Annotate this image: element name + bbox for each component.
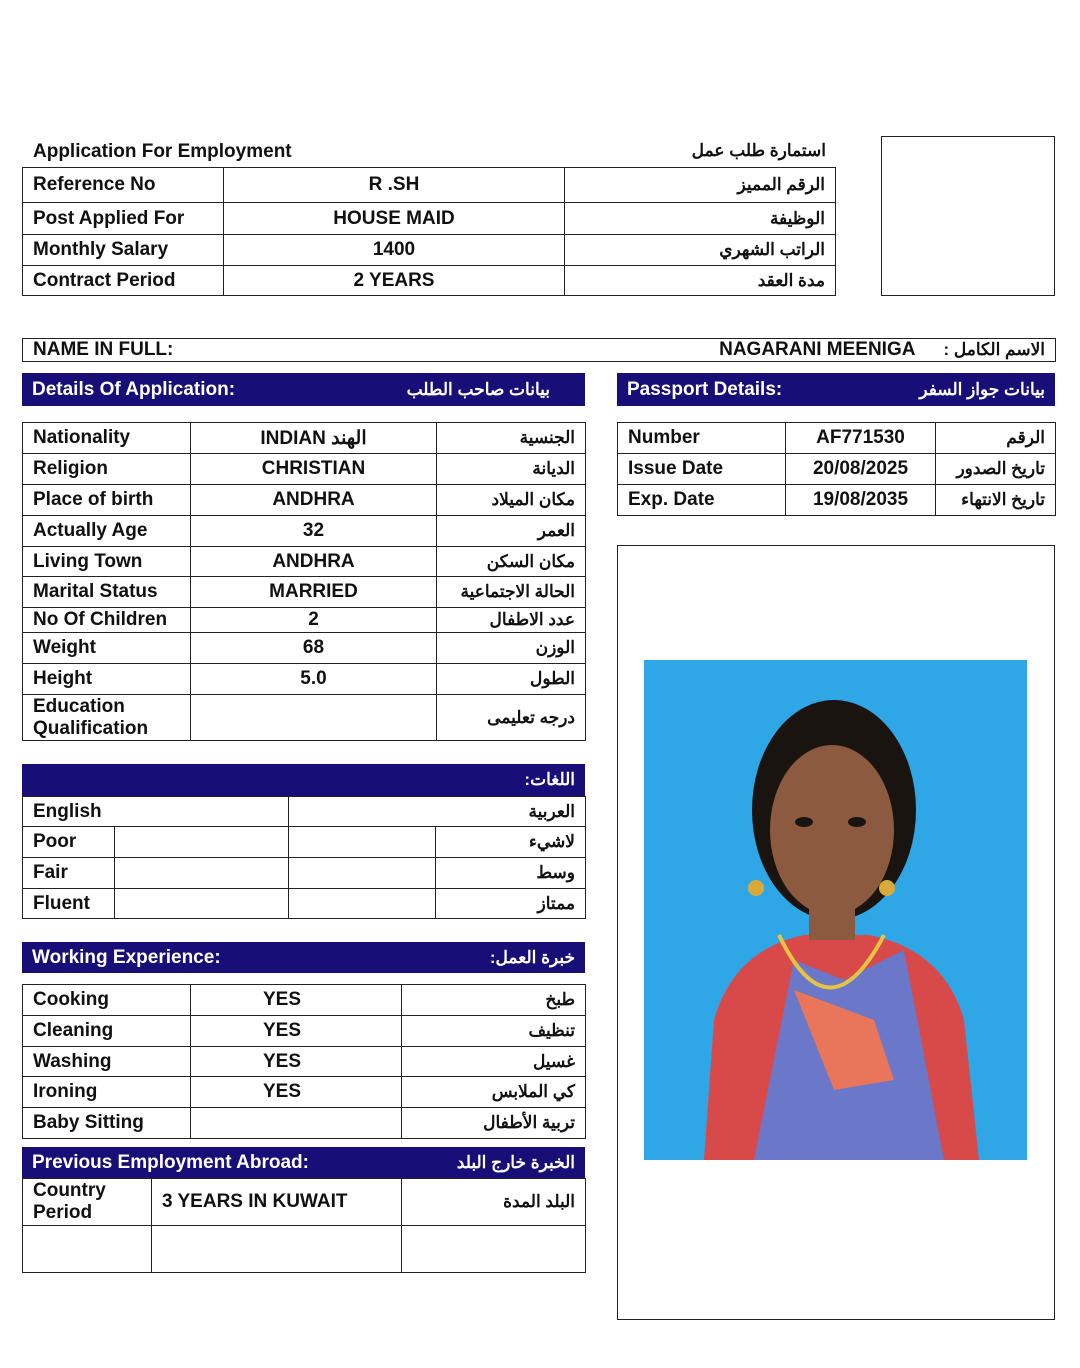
level-label-arabic: وسط: [436, 858, 586, 889]
row-label: Baby Sitting: [23, 1108, 191, 1139]
row-label-arabic: العمر: [437, 516, 586, 547]
table-row: [23, 608, 586, 633]
row-label-arabic: تاريخ الانتهاء: [936, 485, 1056, 516]
table-row: [23, 1108, 586, 1139]
form-title: Application For Employment: [33, 141, 292, 162]
row-label-arabic: الوزن: [437, 633, 586, 664]
row-label: Issue Date: [618, 454, 786, 485]
english-level-cell: [115, 858, 289, 889]
details-table: [22, 422, 586, 741]
row-value: 1400: [224, 235, 565, 266]
row-label-arabic: الوظيفة: [565, 203, 836, 235]
row-label-arabic: طبخ: [402, 985, 586, 1016]
details-header: [22, 373, 585, 406]
table-row: [23, 695, 586, 741]
row-label: Washing: [23, 1047, 191, 1077]
row-label: Contract Period: [23, 266, 224, 296]
previous-header-label: Previous Employment Abroad:: [32, 1151, 309, 1173]
row-label-arabic: كي الملابس: [402, 1077, 586, 1108]
row-label: Number: [618, 423, 786, 454]
row-label-arabic: غسيل: [402, 1047, 586, 1077]
table-row: [23, 858, 586, 889]
row-label: Post Applied For: [23, 203, 224, 235]
row-value: YES: [191, 1047, 402, 1077]
table-row: [23, 168, 836, 203]
row-label-arabic: الطول: [437, 664, 586, 695]
languages-header: [22, 764, 585, 796]
row-value: 2 YEARS: [224, 266, 565, 296]
row-label-arabic: الجنسية: [437, 423, 586, 454]
row-label-arabic: الرقم المميز: [565, 168, 836, 203]
arabic-level-cell: [289, 858, 436, 889]
row-value: YES: [191, 1016, 402, 1047]
row-label: Place of birth: [23, 485, 191, 516]
table-row: [23, 485, 586, 516]
table-row: [23, 1226, 586, 1273]
form-title-arabic: استمارة طلب عمل: [691, 141, 826, 160]
row-label-arabic: الراتب الشهري: [565, 235, 836, 266]
table-row: [23, 1016, 586, 1047]
experience-table: [22, 984, 586, 1139]
full-name-label: NAME IN FULL:: [33, 339, 174, 360]
level-label-arabic: لاشيء: [436, 827, 586, 858]
row-value: MARRIED: [191, 577, 437, 608]
country-period-arabic: البلد المدة: [402, 1179, 586, 1226]
level-label: Fluent: [23, 889, 115, 919]
table-row: [23, 516, 586, 547]
row-label: Monthly Salary: [23, 235, 224, 266]
table-row: [23, 454, 586, 485]
table-row: [618, 423, 1056, 454]
arabic-level-cell: [289, 827, 436, 858]
level-label: Fair: [23, 858, 115, 889]
english-level-cell: [115, 827, 289, 858]
row-value: [191, 695, 437, 741]
table-row: [23, 1077, 586, 1108]
table-row: [23, 547, 586, 577]
table-row: [23, 1179, 586, 1226]
table-row: [23, 266, 836, 296]
row-value: CHRISTIAN: [191, 454, 437, 485]
table-row: [23, 235, 836, 266]
row-label: Ironing: [23, 1077, 191, 1108]
row-label: Weight: [23, 633, 191, 664]
table-row: [23, 577, 586, 608]
row-value: AF771530: [786, 423, 936, 454]
row-label-arabic: تربية الأطفال: [402, 1108, 586, 1139]
table-row: [23, 664, 586, 695]
row-label: Nationality: [23, 423, 191, 454]
row-value: YES: [191, 1077, 402, 1108]
table-row: [23, 797, 586, 827]
table-row: [23, 827, 586, 858]
level-label-arabic: ممتاز: [436, 889, 586, 919]
row-value: 20/08/2025: [786, 454, 936, 485]
row-value: [191, 1108, 402, 1139]
passport-header-arabic: بيانات جواز السفر: [919, 379, 1045, 399]
passport-header-label: Passport Details:: [627, 378, 783, 400]
row-value: 2: [191, 608, 437, 633]
top-info-table: [22, 167, 836, 296]
row-label: Education Qualification: [23, 695, 191, 741]
previous-employment-table: [22, 1178, 586, 1273]
row-value: YES: [191, 985, 402, 1016]
table-row: [23, 1047, 586, 1077]
row-value: 19/08/2035: [786, 485, 936, 516]
table-row: [23, 633, 586, 664]
row-label: Height: [23, 664, 191, 695]
row-value: INDIAN الهند: [191, 423, 437, 454]
row-label: Living Town: [23, 547, 191, 577]
row-label-arabic: تنظيف: [402, 1016, 586, 1047]
language-english: English: [23, 797, 289, 827]
details-header-arabic: بيانات صاحب الطلب: [406, 379, 550, 399]
row-label-arabic: الديانة: [437, 454, 586, 485]
passport-table: [617, 422, 1056, 516]
row-label-arabic: الحالة الاجتماعية: [437, 577, 586, 608]
english-level-cell: [115, 889, 289, 919]
photo-frame: [617, 545, 1055, 1320]
empty-cell: [402, 1226, 586, 1273]
row-label: Reference No: [23, 168, 224, 203]
language-arabic: العربية: [289, 797, 586, 827]
row-value: 68: [191, 633, 437, 664]
languages-table: [22, 796, 586, 919]
table-row: [23, 889, 586, 919]
table-row: [23, 985, 586, 1016]
row-label-arabic: تاريخ الصدور: [936, 454, 1056, 485]
row-label-arabic: عدد الاطفال: [437, 608, 586, 633]
full-name-value: NAGARANI MEENIGA: [719, 339, 916, 360]
experience-header-arabic: خبرة العمل:: [489, 947, 575, 967]
passport-header: [617, 373, 1055, 406]
previous-employment-header: [22, 1147, 585, 1178]
row-value: 32: [191, 516, 437, 547]
table-row: [618, 485, 1056, 516]
row-label-arabic: الرقم: [936, 423, 1056, 454]
row-label: Marital Status: [23, 577, 191, 608]
row-label: Religion: [23, 454, 191, 485]
small-photo-box: [881, 136, 1055, 296]
row-label: Cooking: [23, 985, 191, 1016]
row-label: Exp. Date: [618, 485, 786, 516]
details-header-label: Details Of Application:: [32, 378, 236, 400]
row-label-arabic: مكان الميلاد: [437, 485, 586, 516]
table-row: [23, 203, 836, 235]
row-label-arabic: درجه تعليمى: [437, 695, 586, 741]
row-label-arabic: مكان السكن: [437, 547, 586, 577]
country-period-value: 3 YEARS IN KUWAIT: [152, 1179, 402, 1226]
languages-header-arabic: اللغات:: [524, 770, 575, 789]
row-value: HOUSE MAID: [224, 203, 565, 235]
arabic-level-cell: [289, 889, 436, 919]
applicant-photo: [644, 660, 1027, 1160]
row-label: No Of Children: [23, 608, 191, 633]
row-value: R .SH: [224, 168, 565, 203]
empty-cell: [23, 1226, 152, 1273]
experience-header: [22, 942, 585, 973]
full-name-label-arabic: الاسم الكامل :: [943, 340, 1045, 359]
empty-cell: [152, 1226, 402, 1273]
previous-header-arabic: الخبرة خارج البلد: [456, 1152, 575, 1172]
table-row: [618, 454, 1056, 485]
row-label-arabic: مدة العقد: [565, 266, 836, 296]
row-label: Cleaning: [23, 1016, 191, 1047]
level-label: Poor: [23, 827, 115, 858]
row-value: ANDHRA: [191, 485, 437, 516]
full-name-row: [22, 338, 1056, 362]
experience-header-label: Working Experience:: [32, 946, 221, 968]
row-value: 5.0: [191, 664, 437, 695]
country-period-label: Country Period: [23, 1179, 152, 1226]
table-row: [23, 423, 586, 454]
row-value: ANDHRA: [191, 547, 437, 577]
row-label: Actually Age: [23, 516, 191, 547]
